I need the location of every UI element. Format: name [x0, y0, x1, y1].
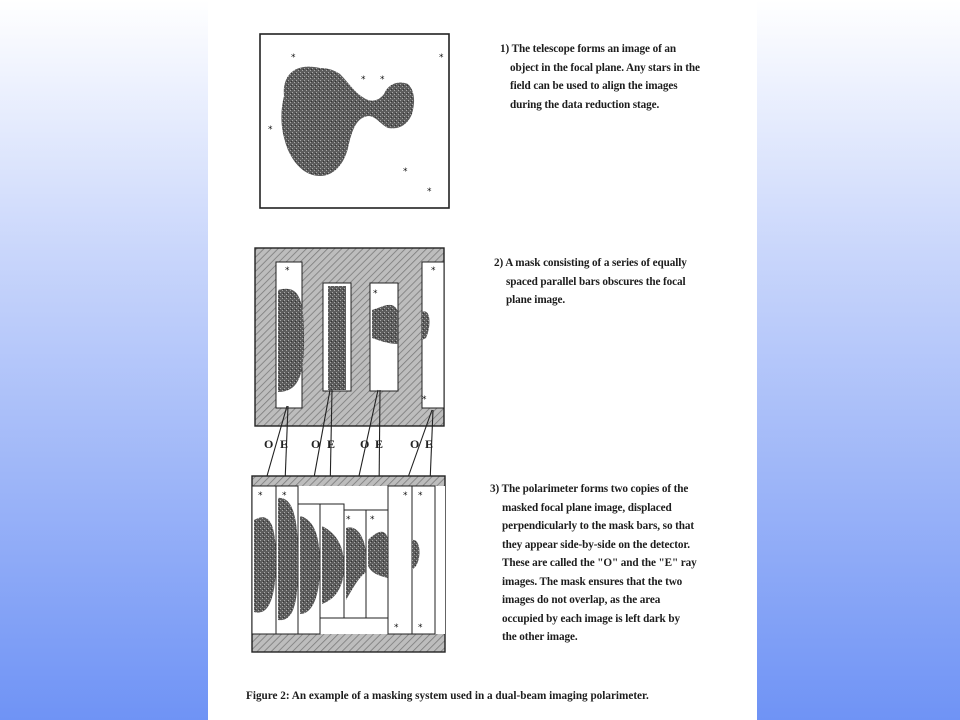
step-line-text: during the data reduction stage. — [510, 98, 660, 111]
star-icon: * — [380, 75, 385, 85]
step-line-text: The telescope forms an image of an — [511, 43, 677, 55]
step-2-text — [494, 254, 687, 310]
star-icon: * — [268, 125, 273, 135]
oe-label: O — [410, 437, 420, 451]
star-icon: * — [431, 266, 436, 276]
star-icon: * — [282, 491, 287, 501]
oe-label: E — [375, 437, 384, 451]
step-line-text: These are called the "O" and the "E" ray — [502, 557, 697, 569]
star-icon: * — [439, 53, 444, 63]
oe-label: E — [327, 437, 336, 451]
step-line-text: they appear side-by-side on the detector. — [502, 538, 690, 551]
star-icon: * — [291, 53, 296, 63]
panel-detector — [252, 476, 445, 652]
oe-label: O — [360, 437, 370, 451]
step-1-text — [500, 40, 700, 114]
oe-label: O — [311, 437, 321, 451]
star-icon: * — [427, 187, 432, 197]
step-line-text: masked focal plane image, displaced — [502, 501, 672, 514]
step-line-text: the other image. — [502, 631, 578, 643]
star-icon: * — [403, 491, 408, 501]
panel-focal-plane — [260, 34, 449, 208]
step-number: 3) — [490, 483, 500, 495]
star-icon: * — [422, 395, 427, 405]
oe-label: E — [425, 437, 434, 451]
step-line-text: field can be used to align the images — [510, 80, 678, 92]
star-icon: * — [418, 623, 423, 633]
step-line-text: perpendicularly to the mask bars, so that — [502, 520, 694, 532]
step-line-text: plane image. — [506, 294, 566, 306]
panel-mask — [255, 248, 444, 426]
step-line — [494, 254, 687, 273]
step-number: 1) — [500, 43, 510, 55]
step-3-text — [490, 480, 697, 647]
step-line-text: images. The mask ensures that the two — [502, 575, 683, 588]
figure-caption: Figure 2: An example of a masking system used in a dual-beam imaging polarimeter. — [246, 690, 649, 702]
star-icon: * — [403, 167, 408, 177]
step-line — [490, 480, 697, 499]
star-icon: * — [418, 491, 423, 501]
step-line — [500, 40, 700, 59]
star-icon: * — [361, 75, 366, 85]
step-line-text: object in the focal plane. Any stars in the — [510, 61, 700, 74]
step-line-text: occupied by each image is left dark by — [502, 612, 680, 625]
step-line-text: The polarimeter forms two copies of the — [501, 483, 689, 495]
star-icon: * — [346, 515, 351, 525]
document-page — [208, 0, 757, 720]
star-icon: * — [258, 491, 263, 501]
oe-label-row — [264, 437, 433, 451]
step-line-text: images do not overlap, as the area — [502, 594, 661, 606]
step-line-text: spaced parallel bars obscures the focal — [506, 275, 686, 288]
star-icon: * — [285, 266, 290, 276]
star-icon: * — [394, 623, 399, 633]
step-line-text: A mask consisting of a series of equally — [505, 257, 687, 269]
star-icon: * — [373, 289, 378, 299]
oe-label: O — [264, 437, 274, 451]
oe-label: E — [280, 437, 289, 451]
star-icon: * — [370, 515, 375, 525]
step-number: 2) — [494, 257, 504, 269]
